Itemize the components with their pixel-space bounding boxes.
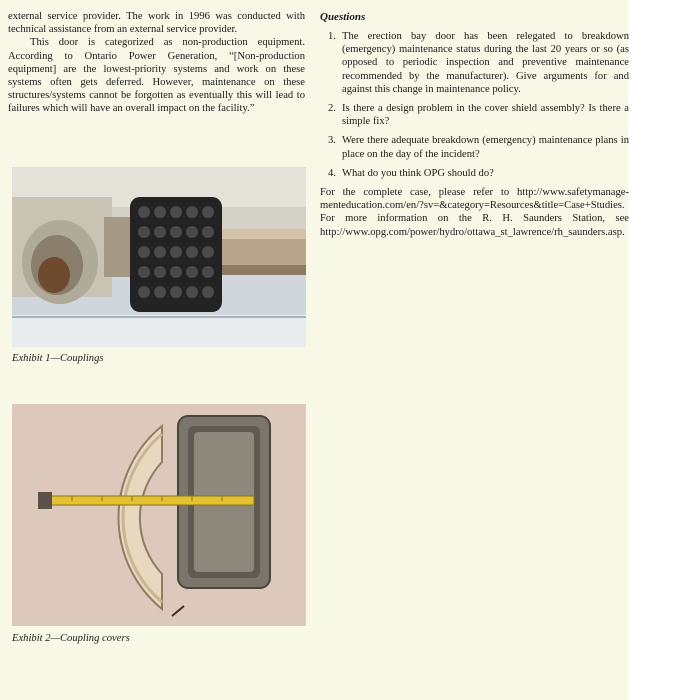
exhibit-2-caption: Exhibit 2—Coupling covers: [12, 633, 130, 644]
question-text: Were there adequate breakdown (emergency) maintenance plans in place on the day of the incident?: [342, 135, 629, 160]
question-text: The erection bay door has been relegated to breakdown (emergency) maintenance status during the last 20 years or so (as opposed to periodic inspection and preventive maintenance recommended by the manufacturer). Give arguments for and against this change in maintenance policy.: [342, 31, 629, 95]
questions-list: [320, 30, 629, 180]
questions-heading: Questions: [320, 11, 366, 23]
exhibit-1-caption: Exhibit 1—Couplings: [12, 353, 104, 364]
closing-reference-paragraph: For the complete case, please refer to http://www.safetymanage-menteducation.com/en/?sv=&category=Resources&title=Case+Studies. For more information on the R. H. Saunders Station, see http://www.opg.com/power/hydro/ottawa_st_lawrence/rh_saunders.asp.: [320, 187, 629, 238]
question-number: 1.: [328, 31, 336, 42]
paragraph-non-production: This door is categorized as non-production equipment. According to Ontario Power Generation, “[Non-production equipment] are the lowest-priority systems and work on these systems often gets deferred. However, maintenance on these structures/systems cannot be forgotten as eventually this will lead to failures which will have an overall impact on the facility.”: [8, 37, 305, 115]
right-column: [320, 10, 629, 239]
question-item: [320, 102, 629, 128]
question-item: [320, 30, 629, 96]
question-text: Is there a design problem in the cover shield assembly? Is there a simple fix?: [342, 103, 629, 128]
question-item: [320, 167, 629, 180]
question-number: 4.: [328, 167, 336, 179]
exhibit-2-photo: [12, 404, 306, 631]
paragraph-service-provider: external service provider. The work in 1996 was conducted with technical assistance from an external service provider.: [8, 11, 305, 36]
left-column: [8, 10, 305, 116]
question-text: What do you think OPG should do?: [342, 167, 494, 179]
exhibit-1-photo: [12, 167, 306, 352]
question-number: 3.: [328, 135, 336, 147]
question-number: 2.: [328, 103, 336, 115]
question-item: [320, 134, 629, 160]
